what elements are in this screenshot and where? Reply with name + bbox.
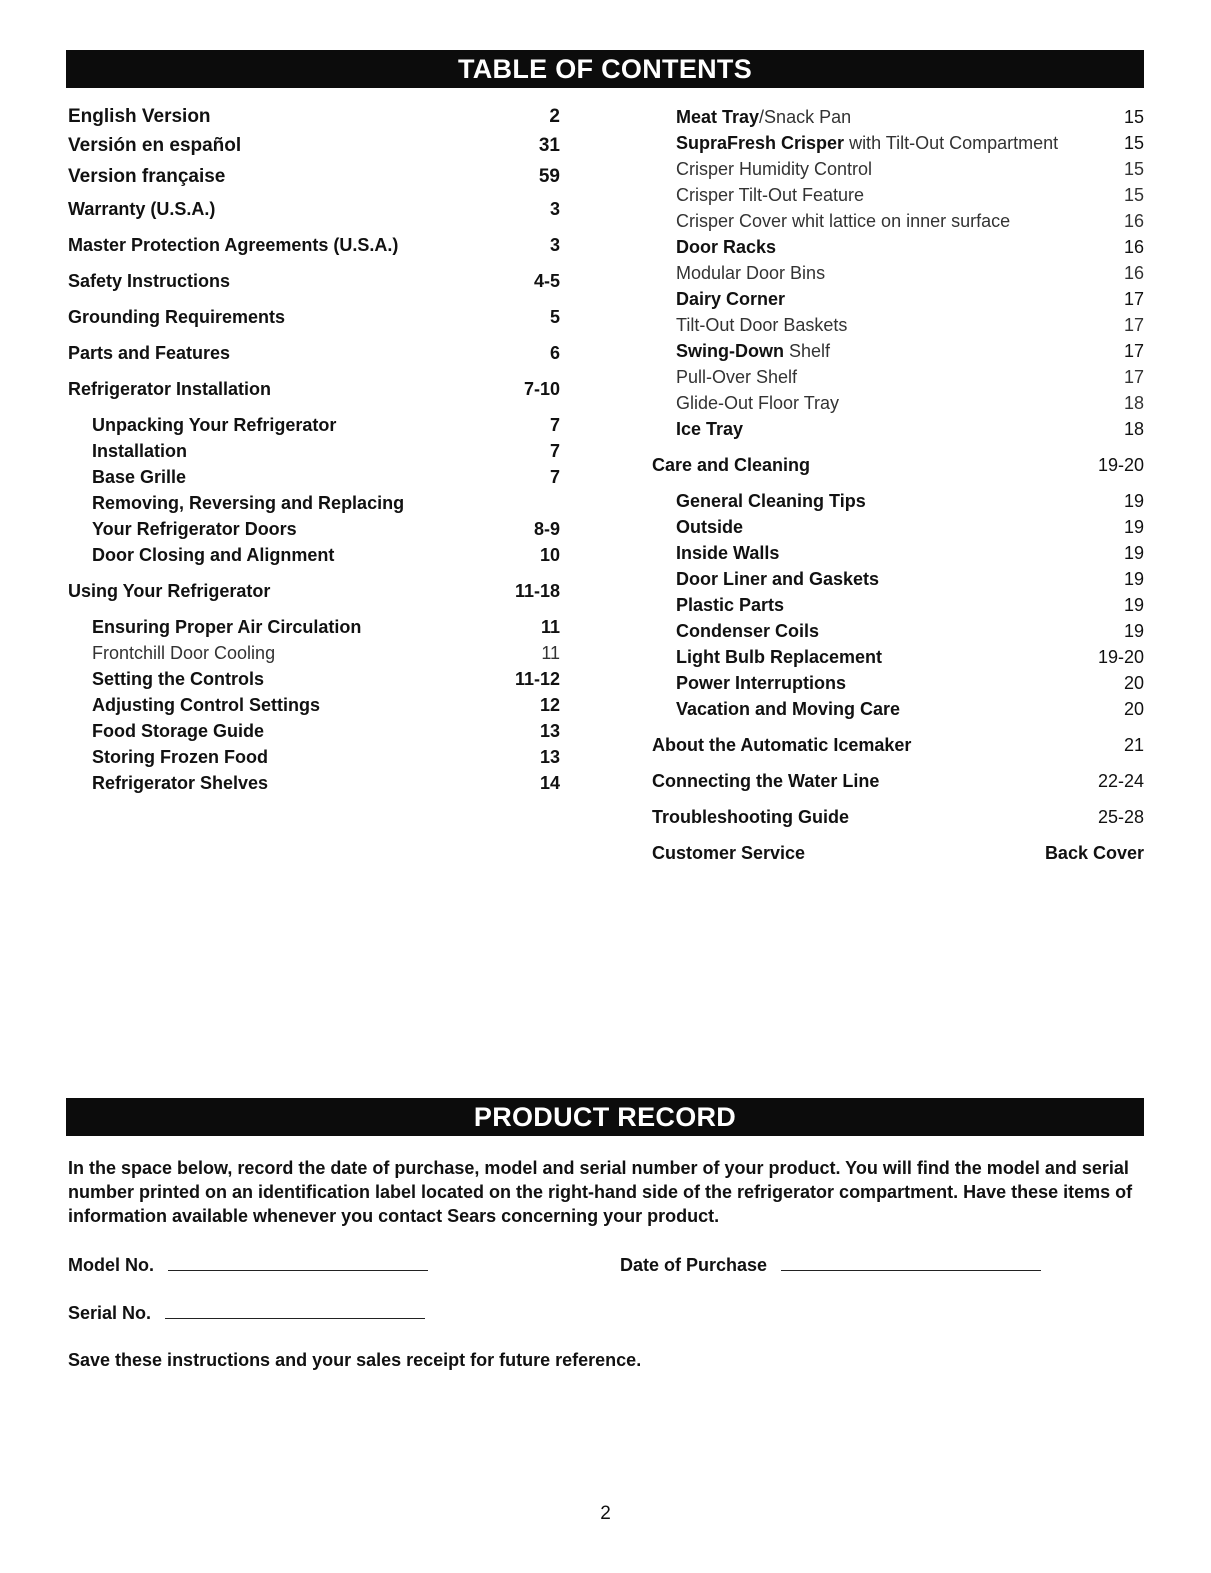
toc-entry xyxy=(68,692,560,718)
toc-entry xyxy=(68,304,560,330)
toc-entry xyxy=(652,182,1144,208)
toc-entry xyxy=(652,338,1144,364)
toc-entry xyxy=(652,156,1144,182)
toc-entry xyxy=(68,164,560,190)
toc-entry xyxy=(652,488,1144,514)
toc-entry-title: Refrigerator Installation xyxy=(68,379,272,399)
toc-entry-title: Grounding Requirements xyxy=(68,307,286,327)
toc-entry-page: 18 xyxy=(1123,393,1144,413)
toc-entry-page: 16 xyxy=(1123,237,1144,257)
toc-entry-page: 3 xyxy=(549,235,560,255)
toc-entry xyxy=(652,566,1144,592)
toc-entry xyxy=(652,208,1144,234)
toc-entry xyxy=(68,438,560,464)
toc-entry-title: Ice Tray xyxy=(676,419,744,439)
toc-entry-title: Power Interruptions xyxy=(676,673,847,693)
toc-entry-title: Troubleshooting Guide xyxy=(652,807,849,827)
toc-entry xyxy=(652,592,1144,618)
toc-entry-page: 11 xyxy=(541,643,560,663)
date-of-purchase-line xyxy=(781,1256,1041,1271)
toc-entry-title: Setting the Controls xyxy=(92,669,264,689)
toc-entry-page: 20 xyxy=(1123,699,1144,719)
toc-entry xyxy=(68,516,560,542)
toc-entry-title: Refrigerator Shelves xyxy=(92,773,269,793)
toc-entry-title: Door Liner and Gaskets xyxy=(676,569,880,589)
toc-entry xyxy=(68,232,560,258)
toc-entry-page: 14 xyxy=(539,773,560,793)
toc-entry-page: 15 xyxy=(1123,133,1144,153)
toc-entry-page: 15 xyxy=(1123,185,1144,205)
toc-entry-page: 15 xyxy=(1123,159,1144,179)
toc-entry xyxy=(652,804,1144,830)
toc-entry xyxy=(652,104,1144,130)
toc-entry-page: 17 xyxy=(1123,289,1144,309)
toc-entry xyxy=(652,312,1144,338)
toc-entry-title: Outside xyxy=(676,517,744,537)
toc-entry xyxy=(68,340,560,366)
model-number-line xyxy=(168,1256,428,1271)
toc-entry xyxy=(68,412,560,438)
toc-right-column xyxy=(652,104,1144,866)
toc-entry-title: Door Closing and Alignment xyxy=(92,545,335,565)
toc-entry-page: 17 xyxy=(1123,315,1144,335)
toc-entry-title: Door Racks xyxy=(676,237,777,257)
toc-entry-page: 19 xyxy=(1123,517,1144,537)
toc-entry-page: 19 xyxy=(1123,491,1144,511)
toc-entry xyxy=(652,390,1144,416)
toc-entry-page: 3 xyxy=(549,199,560,219)
toc-entry-page: 15 xyxy=(1123,107,1144,127)
toc-entry-title: Food Storage Guide xyxy=(92,721,265,741)
toc-entry xyxy=(68,104,560,130)
toc-entry-title: Care and Cleaning xyxy=(652,455,811,475)
toc-entry-page: 7-10 xyxy=(523,379,560,399)
toc-entry-page: 16 xyxy=(1123,211,1144,231)
serial-number-line xyxy=(165,1304,425,1319)
toc-entry-page: 17 xyxy=(1123,367,1144,387)
toc-entry-title: Version française xyxy=(68,166,226,187)
toc-entry xyxy=(652,234,1144,260)
serial-number-field xyxy=(68,1303,425,1324)
toc-entry-title: Inside Walls xyxy=(676,543,780,563)
toc-entry-title: Dairy Corner xyxy=(676,289,786,309)
toc-entry-title: Crisper Cover whit lattice on inner surface xyxy=(676,211,1011,231)
toc-entry-page: 11-18 xyxy=(514,581,560,601)
toc-entry-title: Condenser Coils xyxy=(676,621,820,641)
toc-entry-title: Light Bulb Replacement xyxy=(676,647,883,667)
toc-entry xyxy=(68,666,560,692)
toc-entry-title: Adjusting Control Settings xyxy=(92,695,320,715)
toc-entry xyxy=(652,644,1144,670)
toc-entry-page: 12 xyxy=(539,695,560,715)
toc-entry-title: Ensuring Proper Air Circulation xyxy=(92,617,362,637)
toc-entry xyxy=(68,542,560,568)
toc-entry-page: 6 xyxy=(549,343,560,363)
toc-entry-page: 10 xyxy=(539,545,560,565)
toc-entry xyxy=(68,578,560,604)
toc-entry-page: 13 xyxy=(539,747,560,767)
toc-entry-page: 59 xyxy=(538,166,560,187)
toc-entry-title: Base Grille xyxy=(92,467,187,487)
toc-entry-page: Back Cover xyxy=(1044,843,1144,863)
toc-entry-title: Versión en español xyxy=(68,135,242,156)
toc-entry-title: Swing-Down Shelf xyxy=(676,341,831,361)
toc-left-column xyxy=(68,104,560,796)
toc-entry-page: 19 xyxy=(1123,595,1144,615)
toc-entry-page: 16 xyxy=(1123,263,1144,283)
date-of-purchase-field xyxy=(620,1255,1041,1276)
toc-entry-title: Tilt-Out Door Baskets xyxy=(676,315,848,335)
toc-entry xyxy=(652,768,1144,794)
toc-entry xyxy=(652,286,1144,312)
toc-entry xyxy=(68,490,560,516)
toc-entry xyxy=(652,416,1144,442)
toc-entry-title: Vacation and Moving Care xyxy=(676,699,901,719)
toc-entry-page: 7 xyxy=(549,467,560,487)
toc-entry-page: 11 xyxy=(540,617,560,637)
toc-entry-page: 7 xyxy=(549,415,560,435)
toc-entry-title: Removing, Reversing and Replacing xyxy=(92,493,405,513)
toc-entry-page: 31 xyxy=(538,135,560,156)
toc-entry-title: Parts and Features xyxy=(68,343,231,363)
toc-entry-title: Meat Tray/Snack Pan xyxy=(676,107,852,127)
toc-entry-page: 19 xyxy=(1123,621,1144,641)
toc-entry-page: 21 xyxy=(1123,735,1144,755)
toc-entry-page: 17 xyxy=(1123,341,1144,361)
toc-entry-page: 5 xyxy=(549,307,560,327)
toc-entry-title: Glide-Out Floor Tray xyxy=(676,393,840,413)
toc-entry-page: 11-12 xyxy=(514,669,560,689)
toc-entry-title: General Cleaning Tips xyxy=(676,491,866,511)
product-record-intro: In the space below, record the date of purchase, model and serial number of your product. You will find the model and serial number printed on an identification label located on the right-hand side of the refrigerator compartment. Have these items of information available whenever you contact Sears concerning your product. xyxy=(68,1158,1133,1226)
toc-entry-title: Pull-Over Shelf xyxy=(676,367,798,387)
toc-entry xyxy=(68,640,560,666)
toc-entry-page: 19 xyxy=(1123,569,1144,589)
toc-entry-page: 19-20 xyxy=(1097,455,1144,475)
toc-entry xyxy=(652,514,1144,540)
toc-entry-title: Master Protection Agreements (U.S.A.) xyxy=(68,235,399,255)
toc-entry xyxy=(652,130,1144,156)
toc-entry-title: SupraFresh Crisper with Tilt-Out Compartment xyxy=(676,133,1059,153)
toc-entry-title: Your Refrigerator Doors xyxy=(92,519,297,539)
toc-entry-title: Safety Instructions xyxy=(68,271,231,291)
toc-entry xyxy=(652,840,1144,866)
toc-entry-page: 19 xyxy=(1123,543,1144,563)
toc-entry xyxy=(652,364,1144,390)
toc-entry xyxy=(68,718,560,744)
toc-entry-title: Warranty (U.S.A.) xyxy=(68,199,216,219)
toc-entry xyxy=(68,196,560,222)
toc-entry-title: English Version xyxy=(68,106,211,127)
toc-entry-title: Crisper Humidity Control xyxy=(676,159,873,179)
toc-entry-title: Frontchill Door Cooling xyxy=(92,643,276,663)
toc-entry xyxy=(652,260,1144,286)
toc-entry-title: Crisper Tilt-Out Feature xyxy=(676,185,865,205)
toc-entry-page: 18 xyxy=(1123,419,1144,439)
toc-entry xyxy=(68,744,560,770)
toc-entry xyxy=(68,614,560,640)
toc-entry-title: Unpacking Your Refrigerator xyxy=(92,415,337,435)
save-instructions-note: Save these instructions and your sales receipt for future reference. xyxy=(68,1350,642,1370)
toc-entry xyxy=(652,696,1144,722)
toc-entry xyxy=(68,464,560,490)
toc-entry-page: 8-9 xyxy=(533,519,560,539)
toc-entry-page: 19-20 xyxy=(1097,647,1144,667)
toc-entry xyxy=(68,376,560,402)
toc-entry-title: Installation xyxy=(92,441,188,461)
toc-entry-title: About the Automatic Icemaker xyxy=(652,735,912,755)
toc-entry-title: Using Your Refrigerator xyxy=(68,581,271,601)
toc-entry xyxy=(68,133,560,159)
toc-entry-title: Modular Door Bins xyxy=(676,263,826,283)
toc-entry-page: 22-24 xyxy=(1097,771,1144,791)
model-number-label: Model No. xyxy=(68,1255,154,1275)
toc-entry-page: 4-5 xyxy=(533,271,560,291)
product-record-title: PRODUCT RECORD xyxy=(66,1098,1144,1136)
model-number-field xyxy=(68,1255,428,1276)
toc-entry-page: 2 xyxy=(549,106,560,127)
toc-title: TABLE OF CONTENTS xyxy=(66,50,1144,88)
toc-entry-title: Connecting the Water Line xyxy=(652,771,880,791)
toc-entry xyxy=(652,618,1144,644)
toc-entry-title: Storing Frozen Food xyxy=(92,747,268,767)
toc-entry xyxy=(652,670,1144,696)
toc-entry xyxy=(652,540,1144,566)
page-number: 2 xyxy=(600,1503,611,1524)
toc-entry-page: 25-28 xyxy=(1097,807,1144,827)
toc-entry-page: 7 xyxy=(549,441,560,461)
date-of-purchase-label: Date of Purchase xyxy=(620,1255,768,1275)
toc-entry-page: 13 xyxy=(539,721,560,741)
toc-entry xyxy=(652,452,1144,478)
toc-entry xyxy=(68,268,560,294)
toc-entry xyxy=(652,732,1144,758)
toc-entry-page: 20 xyxy=(1123,673,1144,693)
serial-number-label: Serial No. xyxy=(68,1303,152,1323)
toc-entry xyxy=(68,770,560,796)
toc-entry-title: Customer Service xyxy=(652,843,806,863)
toc-entry-title: Plastic Parts xyxy=(676,595,785,615)
